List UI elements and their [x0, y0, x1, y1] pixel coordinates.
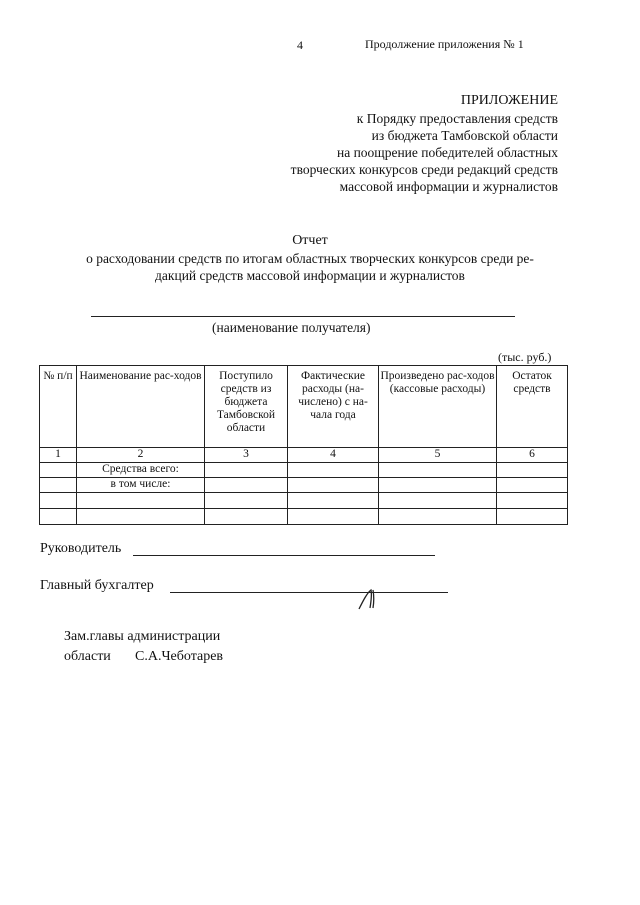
appendix-title: ПРИЛОЖЕНИЕ — [460, 93, 558, 108]
report-subtitle-line: о расходовании средств по итогам областных творческих конкурсов среди ре- — [86, 251, 534, 266]
column-number: 6 — [497, 448, 568, 463]
column-header: Фактические расходы (на-числено) с на-чала года — [288, 366, 379, 448]
signoff-position: Зам.главы администрации — [64, 629, 221, 644]
report-heading — [20, 232, 600, 284]
table-cell[interactable] — [40, 478, 77, 493]
units-label: (тыс. руб.) — [498, 350, 552, 364]
appendix-line: на поощрение победителей областных — [336, 145, 558, 160]
page-number: 4 — [297, 38, 303, 52]
head-label: Руководитель — [40, 541, 122, 556]
column-number: 1 — [40, 448, 77, 463]
expense-report-table — [39, 365, 568, 525]
table-row — [40, 509, 568, 525]
table-cell[interactable] — [205, 463, 288, 478]
head-signature-line[interactable] — [133, 555, 435, 556]
continuation-note: Продолжение приложения № 1 — [365, 37, 524, 51]
table-cell[interactable] — [205, 478, 288, 493]
table-cell[interactable] — [288, 493, 379, 509]
accountant-signature-line[interactable] — [170, 592, 448, 593]
column-header: Произведено рас-ходов (кассовые расходы) — [379, 366, 497, 448]
appendix-line: массовой информации и журналистов — [339, 179, 558, 194]
signoff-region: области — [64, 649, 111, 664]
table-cell[interactable] — [497, 493, 568, 509]
table-cell[interactable] — [379, 478, 497, 493]
column-header: Остаток средств — [497, 366, 568, 448]
table-cell[interactable] — [497, 509, 568, 525]
column-number: 4 — [288, 448, 379, 463]
table-row — [40, 463, 568, 478]
table-cell[interactable]: в том числе: — [77, 478, 205, 493]
handwritten-signature-mark — [355, 587, 385, 611]
column-number: 2 — [77, 448, 205, 463]
column-header: № п/п — [40, 366, 77, 448]
recipient-fill-line[interactable] — [91, 316, 515, 317]
column-number: 5 — [379, 448, 497, 463]
table-cell[interactable] — [288, 509, 379, 525]
table-cell[interactable] — [497, 463, 568, 478]
recipient-caption: (наименование получателя) — [212, 320, 371, 335]
table-cell[interactable] — [40, 493, 77, 509]
table-cell[interactable] — [288, 478, 379, 493]
table-cell[interactable] — [379, 509, 497, 525]
report-title: Отчет — [292, 233, 328, 248]
table-cell[interactable] — [40, 463, 77, 478]
accountant-label: Главный бухгалтер — [40, 578, 154, 593]
column-number-row — [40, 448, 568, 463]
column-number: 3 — [205, 448, 288, 463]
column-header: Поступило средств из бюджета Тамбовской области — [205, 366, 288, 448]
table-row — [40, 478, 568, 493]
table-cell[interactable] — [205, 493, 288, 509]
table-cell[interactable] — [77, 493, 205, 509]
appendix-block — [291, 92, 558, 195]
column-header: Наименование рас-ходов — [77, 366, 205, 448]
table-cell[interactable] — [379, 463, 497, 478]
appendix-line: к Порядку предоставления средств — [356, 111, 558, 126]
signoff-name: С.А.Чеботарев — [135, 649, 224, 664]
table-cell[interactable] — [77, 509, 205, 525]
report-subtitle-line: дакций средств массовой информации и журналистов — [155, 268, 465, 283]
table-cell[interactable] — [497, 478, 568, 493]
table-cell[interactable] — [40, 509, 77, 525]
appendix-line: творческих конкурсов среди редакций средств — [290, 162, 558, 177]
table-cell[interactable] — [379, 493, 497, 509]
appendix-line: из бюджета Тамбовской области — [371, 128, 558, 143]
table-cell[interactable]: Средства всего: — [77, 463, 205, 478]
table-cell[interactable] — [205, 509, 288, 525]
table-cell[interactable] — [288, 463, 379, 478]
table-header-row — [40, 366, 568, 448]
table-row — [40, 493, 568, 509]
